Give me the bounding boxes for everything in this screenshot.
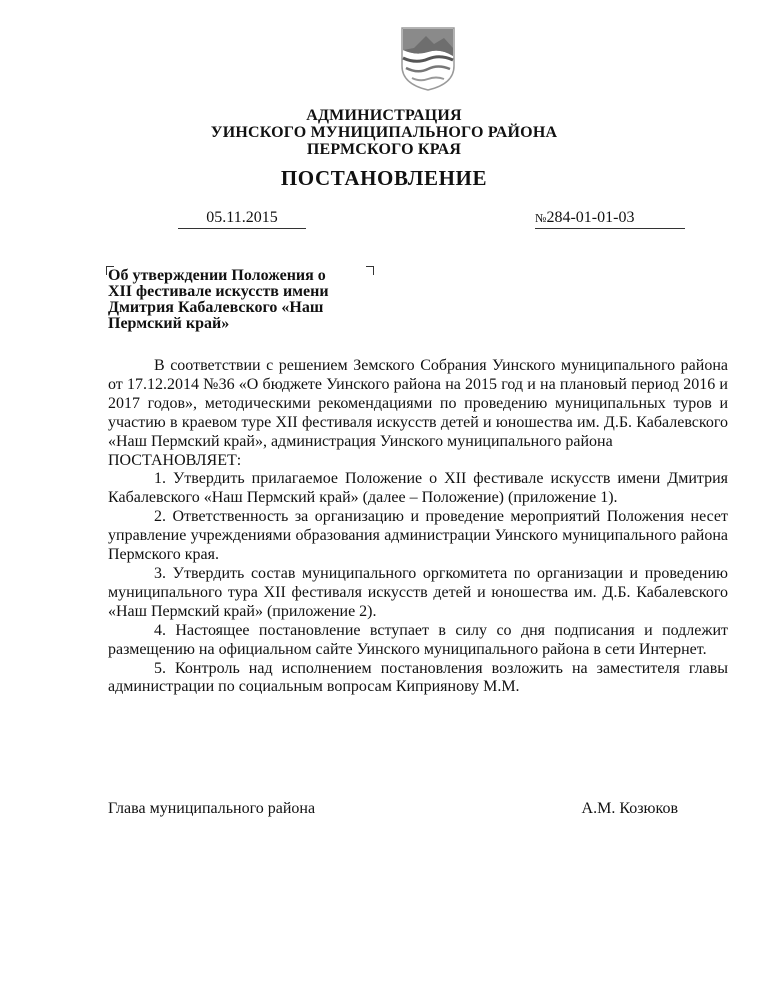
document-number-field	[535, 208, 685, 229]
subject-line-2: XII фестивале искусств имени	[108, 283, 329, 300]
item-paragraph-1: 1. Утвердить прилагаемое Положение о XII фестивале искусств имени Дмитрия Кабалевского «Наш Пермский край» (далее – Положение) (приложение 1).	[108, 470, 728, 507]
signatory-name: А.М. Козюков	[581, 800, 678, 817]
item-paragraph-4: 4. Настоящее постановление вступает в силу со дня подписания и подлежит размещению на официальном сайте Уинского муниципального района в сети Интернет.	[108, 621, 728, 658]
item-paragraph-2: 2. Ответственность за организацию и проведение мероприятий Положения несет управление учреждениями образования администрации Уинского муниципального района Пермского края.	[108, 508, 728, 564]
document-date: 05.11.2015	[178, 208, 306, 229]
signatory-position: Глава муниципального района	[108, 800, 316, 817]
subject-line-1: Об утверждении Положения о	[108, 267, 326, 284]
item-paragraph-3: 3. Утвердить состав муниципального оргкомитета по организации и проведению муниципального тура XII фестиваля искусств детей и юношества им. Д.Б. Кабалевского «Наш Пермский край» (приложение 2).	[108, 564, 728, 620]
org-name-line-2: УИНСКОГО МУНИЦИПАЛЬНОГО РАЙОНА	[210, 124, 558, 141]
subject-line-3: Дмитрия Кабалевского «Наш	[108, 299, 324, 316]
preamble-paragraph: В соответствии с решением Земского Собрания Уинского муниципального района от 17.12.2014 №36 «О бюджете Уинского района на 2015 год и на плановый период 2016 и 2017 годов», методическими рекомендациями по проведению муниципальных туров и участию в краевом туре XII фестиваля искусств детей и юношества им. Д.Б. Кабалевского «Наш Пермский край», администрация Уинского муниципального района	[108, 357, 728, 450]
org-name-line-1: АДМИНИСТРАЦИЯ	[306, 107, 462, 124]
document-subject	[108, 268, 378, 332]
number-sign: №	[535, 211, 547, 225]
subject-line-4: Пермский край»	[108, 315, 230, 332]
document-type-title: ПОСТАНОВЛЕНИЕ	[280, 166, 488, 190]
org-name-line-3: ПЕРМСКОГО КРАЯ	[306, 141, 462, 158]
item-paragraph-5: 5. Контроль над исполнением постановления возложить на заместителя главы администрации по социальным вопросам Киприянову М.М.	[108, 659, 728, 696]
coat-of-arms-emblem	[400, 26, 456, 92]
document-number: 284-01-01-03	[546, 209, 635, 226]
document-body	[108, 357, 728, 697]
resolves-heading: ПОСТАНОВЛЯЕТ:	[108, 451, 242, 469]
